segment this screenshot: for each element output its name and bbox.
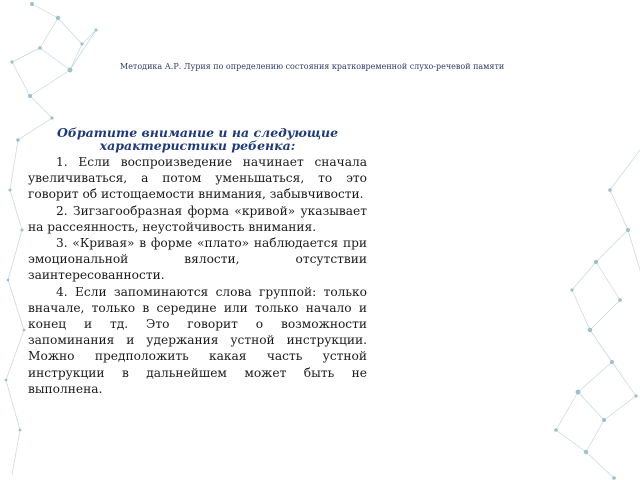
- list-item: 3. «Кривая» в форме «плато» наблюдается при эмоциональной вялости, отсутствии заинтересованности.: [28, 236, 367, 283]
- content-block: [28, 126, 367, 397]
- lead-heading: Обратите внимание и на следующие характеристики ребенка:: [56, 125, 339, 153]
- slide-title: Методика А.Р. Лурия по определению состояния кратковременной слухо-речевой памяти: [120, 62, 505, 71]
- list-item: 4. Если запоминаются слова группой: только вначале, только в середине или только начало и конец и тд. Это говорит о возможности запоминания и удержания устной инструкции. Можно предположить какая часть устной инструкции в дальнейшем может быть не выполнена.: [28, 284, 367, 396]
- list-item: 1. Если воспроизведение начинает сначала увеличиваться, а потом уменьшаться, то это говорит об истощаемости внимания, забывчивости.: [28, 155, 367, 202]
- list-item: 2. Зигзагообразная форма «кривой» указывает на рассеянность, неустойчивость внимания.: [28, 203, 367, 234]
